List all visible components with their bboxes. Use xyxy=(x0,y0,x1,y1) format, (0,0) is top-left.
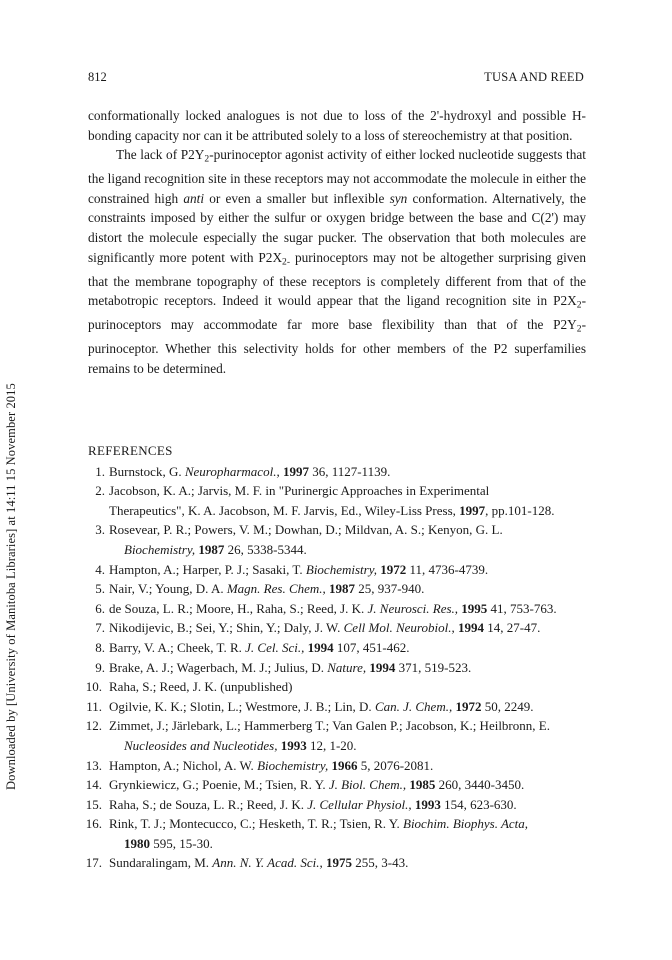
reference-number: 6. xyxy=(95,600,105,616)
reference-number: 9. xyxy=(95,659,105,675)
subscript: 2 xyxy=(204,153,210,165)
text-run: The lack of P2Y xyxy=(116,147,205,163)
reference-number: 3. xyxy=(95,522,105,538)
reference-journal: Biochemistry, xyxy=(257,757,329,773)
reference-authors: de Souza, L. R.; Moore, H., Raha, S.; Reed, J. K. xyxy=(109,600,368,616)
reference-journal: J. Cel. Sci., xyxy=(245,639,305,655)
reference-pages: 5, 2076-2081. xyxy=(357,757,434,773)
reference-number: 13. xyxy=(85,757,102,773)
reference-authors: Nikodijevic, B.; Sei, Y.; Shin, Y.; Daly, J. W. xyxy=(109,620,344,636)
reference-line xyxy=(106,481,588,501)
reference-item xyxy=(88,579,588,599)
text-run: conformation. Alternatively, the constraints imposed by either the sulfur or oxygen bridge between the base and C(2') may distort the molecule especially the sugar pucker. The observation that both molecules are significantly more potent with P2X xyxy=(88,190,586,265)
reference-item xyxy=(88,520,588,559)
reference-journal: Neuropharmacol., xyxy=(184,463,280,479)
reference-year: 1995 xyxy=(458,600,488,616)
reference-line xyxy=(106,814,588,834)
reference-line xyxy=(106,658,588,678)
reference-year: 1985 xyxy=(406,777,436,793)
reference-number: 4. xyxy=(95,561,105,577)
reference-line xyxy=(106,462,588,482)
reference-pages: 36, 1127-1139. xyxy=(308,463,391,479)
reference-authors: Barry, V. A.; Cheek, T. R. xyxy=(109,639,246,655)
reference-pages: 25, 937-940. xyxy=(355,581,425,597)
reference-year: 1987 xyxy=(325,581,356,597)
reference-line xyxy=(106,618,588,638)
reference-item xyxy=(88,599,588,619)
reference-number: 1. xyxy=(95,463,105,479)
reference-item xyxy=(88,697,588,717)
reference-authors: Brake, A. J.; Wagerbach, M. J.; Julius, D. xyxy=(109,659,328,675)
text-run: or even a smaller but inflexible xyxy=(204,190,390,206)
reference-authors: Nair, V.; Young, D. A. xyxy=(109,581,227,597)
reference-journal: J. Cellular Physiol., xyxy=(307,796,412,812)
reference-year: 1975 xyxy=(322,855,353,871)
reference-continuation xyxy=(106,540,588,560)
reference-number: 8. xyxy=(95,639,105,655)
reference-line xyxy=(106,638,588,658)
reference-pages: 255, 3-43. xyxy=(352,855,409,871)
reference-pages: 11, 4736-4739. xyxy=(406,561,489,577)
reference-pages: 260, 3440-3450. xyxy=(435,777,525,793)
reference-number: 16. xyxy=(85,816,102,832)
reference-authors: Raha, S.; de Souza, L. R.; Reed, J. K. xyxy=(109,796,308,812)
reference-item xyxy=(88,560,588,580)
reference-journal: Nucleosides and Nucleotides, xyxy=(124,737,278,753)
text-run: -purinoceptor agonist activity of either locked nucleotide suggests that the ligand recognition site in these receptors may not accommodate the molecule in either the constrained high xyxy=(88,147,586,206)
reference-line xyxy=(106,853,588,873)
reference-line xyxy=(106,775,588,795)
page-number: 812 xyxy=(88,70,107,84)
reference-pages: 371, 519-523. xyxy=(395,659,472,675)
text-run: purinoceptors may not be altogether surprising given that the membrane topography of these receptors is completely different from that of the metabotropic receptors. Indeed it would appear that the ligand recognition site in P2X xyxy=(88,249,586,309)
reference-continuation xyxy=(106,501,588,521)
reference-year: 1993 xyxy=(411,796,441,812)
reference-line xyxy=(106,579,588,599)
reference-line xyxy=(106,599,588,619)
reference-journal: Nature, xyxy=(327,659,367,675)
reference-year: 1997 xyxy=(459,502,486,518)
reference-year: 1972 xyxy=(377,561,407,577)
reference-number: 15. xyxy=(85,796,102,812)
references-heading: REFERENCES xyxy=(88,443,173,458)
reference-pages: 154, 623-630. xyxy=(440,796,517,812)
reference-item xyxy=(85,716,588,755)
text-run: -purinoceptors may accommodate far more base flexibility than that of the P2Y xyxy=(88,293,586,333)
reference-authors: Hampton, A.; Harper, P. J.; Sasaki, T. xyxy=(109,561,306,577)
subscript: 2- xyxy=(282,255,291,267)
reference-pages: 107, 451-462. xyxy=(333,639,410,655)
reference-number: 2. xyxy=(95,483,105,499)
reference-authors: Raha, S.; Reed, J. K. (unpublished) xyxy=(109,679,293,695)
reference-text: Therapeutics", K. A. Jacobson, M. F. Jarvis, Ed., Wiley-Liss Press, xyxy=(109,502,460,518)
reference-number: 12. xyxy=(85,718,102,734)
reference-line xyxy=(106,697,588,717)
reference-line xyxy=(106,756,588,776)
reference-item xyxy=(85,677,588,697)
reference-pages: 41, 753-763. xyxy=(487,600,557,616)
reference-journal: Ann. N. Y. Acad. Sci., xyxy=(212,855,323,871)
reference-item xyxy=(85,795,588,815)
reference-authors: Rink, T. J.; Montecucco, C.; Hesketh, T. R.; Tsien, R. Y. xyxy=(109,816,403,832)
reference-authors: Jacobson, K. A.; Jarvis, M. F. in "Purinergic Approaches in Experimental xyxy=(109,483,490,499)
reference-line xyxy=(106,716,588,736)
running-head: TUSA AND REED xyxy=(484,70,584,84)
reference-pages: 595, 15-30. xyxy=(150,835,213,851)
reference-authors: Rosevear, P. R.; Powers, V. M.; Dowhan, D.; Mildvan, A. S.; Kenyon, G. L. xyxy=(109,522,503,538)
reference-item xyxy=(85,775,588,795)
reference-authors: Ogilvie, K. K.; Slotin, L.; Westmore, J. B.; Lin, D. xyxy=(109,698,375,714)
body-text xyxy=(88,106,586,378)
reference-item xyxy=(88,462,588,482)
reference-item xyxy=(88,618,588,638)
reference-journal: J. Neurosci. Res., xyxy=(367,600,459,616)
reference-pages: 14, 27-47. xyxy=(483,620,541,636)
reference-journal: Biochemistry, xyxy=(124,541,196,557)
reference-year: 1972 xyxy=(452,698,482,714)
reference-line xyxy=(106,795,588,815)
reference-year: 1993 xyxy=(277,737,307,753)
reference-pages: 26, 5338-5344. xyxy=(224,541,307,557)
reference-authors: Sundaralingam, M. xyxy=(109,855,213,871)
italic-term: anti xyxy=(183,190,205,206)
reference-number: 14. xyxy=(85,777,102,793)
paragraph-2 xyxy=(88,145,586,378)
reference-year: 1994 xyxy=(454,620,484,636)
page-header xyxy=(88,70,584,86)
download-watermark: Downloaded by [University of Manitoba Libraries] at 14:11 15 November 2015 xyxy=(4,383,18,790)
reference-authors: Grynkiewicz, G.; Poenie, M.; Tsien, R. Y. xyxy=(109,777,329,793)
reference-item xyxy=(88,658,588,678)
reference-journal: Cell Mol. Neurobiol., xyxy=(343,620,455,636)
reference-pages: 12, 1-20. xyxy=(306,737,357,753)
reference-number: 5. xyxy=(95,581,105,597)
reference-continuation xyxy=(106,736,588,756)
reference-item xyxy=(88,481,588,520)
reference-continuation xyxy=(106,834,588,854)
reference-item xyxy=(85,814,588,853)
reference-line xyxy=(106,560,588,580)
reference-journal: Magn. Res. Chem., xyxy=(226,581,326,597)
reference-item xyxy=(85,853,588,873)
reference-year: 1994 xyxy=(304,639,334,655)
reference-item xyxy=(88,638,588,658)
subscript: 2 xyxy=(576,299,582,311)
reference-number: 7. xyxy=(95,620,105,636)
reference-year: 1987 xyxy=(195,541,225,557)
reference-number: 11. xyxy=(86,698,102,714)
reference-year: 1994 xyxy=(366,659,396,675)
reference-journal: Can. J. Chem., xyxy=(374,698,453,714)
reference-line xyxy=(106,677,588,697)
reference-authors: Burnstock, G. xyxy=(109,463,185,479)
reference-year: 1997 xyxy=(279,463,309,479)
text-run: -purinoceptor. Whether this selectivity holds for other members of the P2 superfamilies remains to be determined. xyxy=(88,317,586,376)
reference-pages: , pp.101-128. xyxy=(485,502,555,518)
reference-number: 17. xyxy=(85,855,102,871)
reference-authors: Zimmet, J.; Järlebark, L.; Hammerberg T.; Van Galen P.; Jacobson, K.; Heilbronn, E. xyxy=(109,718,550,734)
reference-journal: J. Biol. Chem., xyxy=(328,777,407,793)
reference-pages: 50, 2249. xyxy=(481,698,534,714)
reference-journal: Biochemistry, xyxy=(305,561,378,577)
italic-term: syn xyxy=(389,190,408,206)
reference-number: 10. xyxy=(85,679,102,695)
paragraph-1: conformationally locked analogues is not due to loss of the 2'-hydroxyl and possible H-bonding capacity nor can it be attributed solely to a loss of stereochemistry at that position. xyxy=(88,108,586,143)
reference-authors: Hampton, A.; Nichol, A. W. xyxy=(109,757,258,773)
reference-journal: Biochim. Biophys. Acta, xyxy=(403,816,529,832)
reference-line xyxy=(106,520,588,540)
reference-list xyxy=(85,462,588,873)
reference-year: 1980 xyxy=(124,835,150,851)
reference-year: 1966 xyxy=(328,757,358,773)
references-section xyxy=(85,441,588,873)
subscript: 2 xyxy=(576,323,582,335)
reference-item xyxy=(85,756,588,776)
